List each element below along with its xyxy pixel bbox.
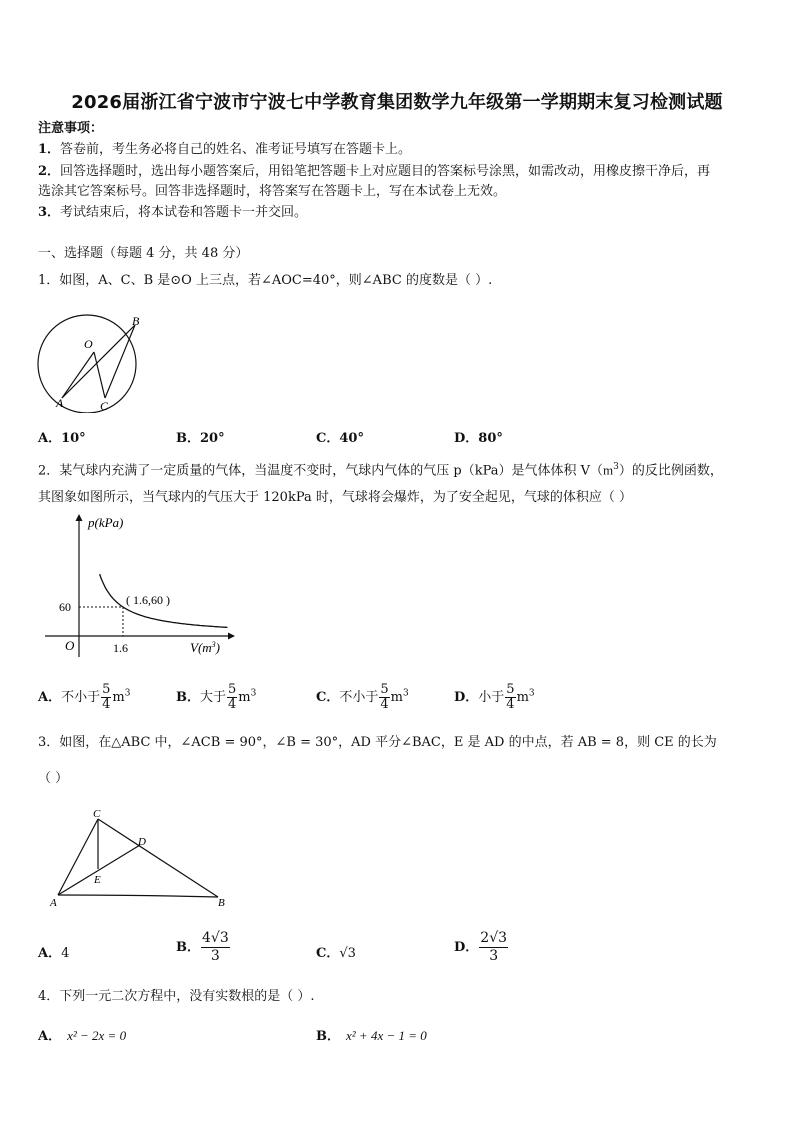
y-axis-label: p(kPa) — [88, 515, 124, 530]
segment-ao — [62, 352, 94, 398]
question-2-stem-text: 2．某气球内充满了一定质量的气体，当温度不变时，气球内气体的气压 p（kPa）是气体体积 V（ — [38, 463, 604, 479]
option-letter: C． — [316, 690, 340, 705]
option-letter: D． — [454, 690, 479, 705]
question-4-option-b[interactable] — [316, 1025, 427, 1044]
fraction — [379, 683, 389, 712]
question-2-option-a[interactable] — [38, 683, 130, 712]
option-letter: A． — [38, 946, 62, 961]
notice-heading: 注意事项： — [38, 121, 104, 136]
circle-o — [38, 315, 136, 413]
question-3-option-a[interactable] — [38, 942, 69, 961]
fraction — [201, 930, 230, 965]
point-label: ( 1.6,60 ) — [126, 593, 170, 607]
question-4-stem: 4．下列一元二次方程中，没有实数根的是（ ）. — [38, 989, 315, 1004]
label-o: O — [84, 337, 93, 351]
x-axis-arrow — [228, 633, 235, 640]
notice-item — [38, 141, 411, 159]
question-4-option-a[interactable] — [38, 1025, 126, 1044]
option-unit: m — [112, 690, 125, 705]
question-1-circle-figure — [30, 308, 150, 413]
option-prefix: 不小于 — [61, 690, 101, 705]
label-a: A — [56, 396, 64, 410]
label-a: A — [50, 897, 57, 909]
question-2-unit: m — [603, 462, 614, 478]
question-1-option-a[interactable]: A．10° — [38, 431, 86, 446]
origin-label: O — [65, 638, 75, 653]
notice-item-number: 2． — [38, 164, 61, 179]
option-letter: C． — [316, 946, 340, 961]
segment-oc — [94, 352, 105, 398]
option-prefix: 不小于 — [339, 690, 379, 705]
option-prefix: 大于 — [200, 690, 227, 705]
option-unit-exponent: 3 — [124, 688, 131, 699]
x-tick-label: 1.6 — [113, 641, 128, 655]
option-unit: m — [390, 690, 403, 705]
numerator: 5 — [228, 682, 237, 697]
segment-cb — [98, 819, 218, 897]
numerator: 5 — [380, 682, 389, 697]
question-2-unit-exponent: 3 — [613, 462, 619, 472]
question-3-triangle-figure — [45, 805, 235, 910]
segment-ac — [58, 819, 98, 895]
question-3-option-d[interactable] — [454, 930, 509, 965]
denominator: 4 — [380, 697, 389, 712]
x-axis-label-end: ) — [215, 640, 221, 655]
question-2-option-c[interactable] — [316, 683, 409, 712]
label-e: E — [94, 874, 101, 886]
numerator: 5 — [102, 682, 111, 697]
y-tick-label: 60 — [59, 600, 71, 614]
question-2-stem-text-end: ）的反比例函数， — [618, 463, 723, 479]
fraction — [505, 683, 515, 712]
question-2-graph — [40, 512, 240, 662]
segment-ab — [58, 895, 218, 897]
notice-item-text: 选涂其它答案标号。回答非选择题时，将答案写在答题卡上，写在本试卷上无效。 — [38, 184, 507, 199]
x-axis-label-text: V(m — [190, 640, 212, 655]
question-3-stem: 3．如图，在△ABC 中，∠ACB = 90°，∠B = 30°，AD 平分∠BAC，E 是 AD 的中点，若 AB = 8，则 CE 的长为 — [38, 735, 717, 750]
question-1-option-c[interactable]: C．40° — [316, 431, 364, 446]
notice-item-text: 考试结束后，将本试卷和答题卡一并交回。 — [60, 205, 308, 220]
label-b: B — [218, 897, 225, 909]
question-2-option-d[interactable] — [454, 683, 535, 712]
question-1-option-b[interactable]: B．20° — [176, 431, 225, 446]
option-letter: A． — [38, 690, 62, 705]
option-unit: m — [238, 690, 251, 705]
label-c: C — [93, 808, 101, 820]
notice-item — [38, 183, 506, 201]
segment-ad — [58, 845, 140, 895]
question-3-option-c[interactable] — [316, 942, 356, 961]
question-1-option-d[interactable]: D．80° — [454, 431, 503, 446]
page-title: 2026届浙江省宁波市宁波七中学教育集团数学九年级第一学期期末复习检测试题 — [71, 92, 723, 113]
denominator: 3 — [489, 948, 499, 964]
notice-item — [38, 163, 710, 181]
label-b: B — [132, 314, 140, 328]
denominator: 3 — [210, 948, 220, 964]
option-prefix: 小于 — [478, 690, 505, 705]
segment-ab — [62, 325, 135, 398]
notice-item-number: 3． — [38, 205, 61, 220]
fraction — [227, 683, 237, 712]
option-value: √3 — [339, 946, 356, 961]
option-letter: B． — [176, 940, 200, 955]
notice-item-text: 回答选择题时，选出每小题答案后，用铅笔把答题卡上对应题目的答案标号涂黑，如需改动，用橡皮擦干净后，再 — [60, 164, 711, 179]
option-letter: B． — [316, 1029, 340, 1044]
denominator: 4 — [102, 697, 111, 712]
numerator: 4√3 — [202, 930, 229, 946]
question-2-stem-line-2: 其图象如图所示，当气球内的气压大于 120kPa 时，气球将会爆炸，为了安全起见，气球的体积应（ ） — [38, 490, 633, 505]
section-heading: 一、选择题（每题 4 分，共 48 分） — [38, 246, 249, 261]
question-3-answer-paren: （ ） — [38, 771, 69, 786]
equation: x² − 2x = 0 — [67, 1028, 127, 1043]
question-3-option-b[interactable] — [176, 930, 231, 965]
denominator: 4 — [506, 697, 515, 712]
fraction — [479, 930, 508, 965]
option-unit-exponent: 3 — [250, 688, 257, 699]
option-value: 4 — [61, 946, 70, 961]
numerator: 5 — [506, 682, 515, 697]
label-d: D — [138, 836, 146, 848]
label-c: C — [100, 399, 109, 413]
option-unit-exponent: 3 — [528, 688, 535, 699]
equation: x² + 4x − 1 = 0 — [346, 1028, 427, 1043]
question-2-option-b[interactable] — [176, 683, 256, 712]
option-letter: B． — [176, 690, 200, 705]
option-unit-exponent: 3 — [402, 688, 409, 699]
option-letter: A． — [38, 1029, 62, 1044]
question-1-stem: 1．如图，A、C、B 是⊙O 上三点，若∠AOC=40°，则∠ABC 的度数是（ ）. — [38, 273, 493, 288]
x-axis-label-exponent: 3 — [211, 640, 216, 649]
question-2-stem-line-1 — [38, 458, 723, 480]
denominator: 4 — [228, 697, 237, 712]
x-axis-label — [190, 640, 220, 655]
notice-item-text: 答卷前，考生务必将自己的姓名、准考证号填写在答题卡上。 — [60, 142, 412, 157]
option-unit: m — [516, 690, 529, 705]
notice-item — [38, 204, 307, 222]
option-letter: D． — [454, 940, 479, 955]
numerator: 2√3 — [480, 930, 508, 946]
y-axis-arrow — [76, 514, 83, 521]
fraction — [101, 683, 111, 712]
notice-item-number: 1． — [38, 142, 61, 157]
